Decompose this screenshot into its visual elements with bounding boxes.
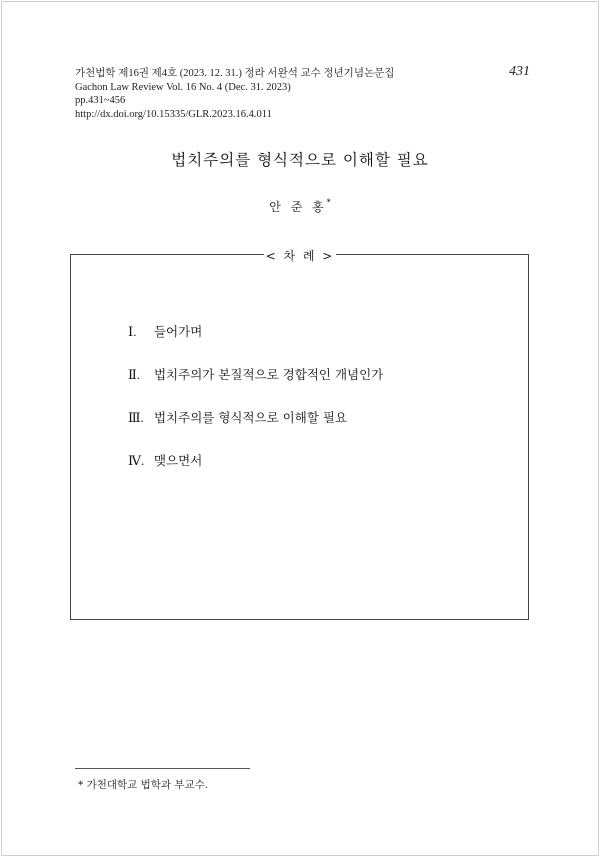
author: [0, 198, 600, 215]
page-range: pp.431~456: [75, 95, 126, 106]
journal-issue-line: 가천법학 제16권 제4호 (2023. 12. 31.) 정라 서완석 교수 정년기념논문집: [75, 68, 395, 79]
toc-item-number: Ⅲ.: [128, 410, 144, 425]
toc-item-label: 들어가며: [153, 324, 203, 339]
toc-item[interactable]: [128, 451, 383, 494]
author-name: 안 준 홍: [269, 200, 327, 214]
toc-item-label: 맺으면서: [153, 453, 203, 468]
toc-list: [128, 322, 383, 494]
toc-item-label: 법치주의를 형식적으로 이해할 필요: [153, 410, 348, 425]
author-footnote: * 가천대학교 법학과 부교수.: [78, 779, 209, 791]
toc-item[interactable]: [128, 408, 383, 451]
toc-item-label: 법치주의가 본질적으로 경합적인 개념인가: [153, 367, 384, 382]
toc-item-number: Ⅰ.: [128, 324, 137, 339]
toc-heading-label: < 차 례 >: [265, 249, 335, 263]
author-footnote-mark: *: [326, 198, 331, 207]
toc-item[interactable]: [128, 322, 383, 365]
toc-heading: [0, 245, 600, 264]
toc-item-number: Ⅳ.: [128, 453, 145, 468]
journal-header: [75, 67, 394, 121]
doi-link[interactable]: http://dx.doi.org/10.15335/GLR.2023.16.4.011: [75, 108, 272, 120]
footnote-divider: [75, 768, 250, 769]
toc-item-number: Ⅱ.: [128, 367, 141, 382]
toc-item[interactable]: [128, 365, 383, 408]
journal-english-line: Gachon Law Review Vol. 16 No. 4 (Dec. 31. 2023): [75, 81, 291, 93]
page-number: 431: [509, 64, 530, 79]
article-title: 법치주의를 형식적으로 이해할 필요: [171, 151, 429, 169]
